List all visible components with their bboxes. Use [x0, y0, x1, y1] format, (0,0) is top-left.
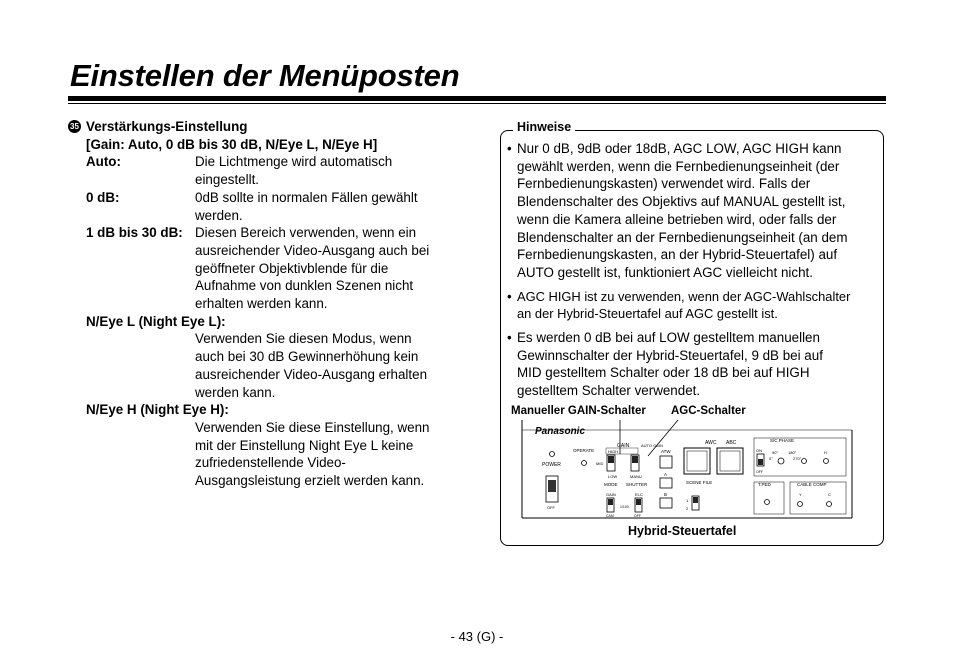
- note-item: [507, 140, 879, 282]
- svg-text:MANU: MANU: [630, 474, 642, 479]
- definition-auto: [68, 153, 468, 188]
- notes-list: [507, 140, 879, 406]
- section-heading: [68, 118, 468, 136]
- page-title: Einstellen der Menüposten: [70, 58, 460, 93]
- note-item: [507, 288, 879, 323]
- note-text: AGC HIGH ist zu verwenden, wenn der AGC-Wahlschalter an der Hybrid-Steuertafel auf AGC gestellt ist.: [517, 288, 851, 322]
- svg-text:2: 2: [686, 506, 689, 511]
- svg-text:OFF: OFF: [547, 505, 555, 510]
- definition-0db: [68, 189, 468, 224]
- definition-term: 0 dB:: [86, 189, 120, 205]
- night-eye-h-text: Verwenden Sie diese Einstellung, wenn mit der Einstellung Night Eye L keine zufriedenstellende Video- Ausgangsleistung erzielt werden kann.: [195, 419, 430, 489]
- svg-text:LOW: LOW: [608, 474, 618, 479]
- svg-text:MODE: MODE: [604, 482, 618, 487]
- a-button: [660, 478, 672, 488]
- svg-text:OFF: OFF: [756, 470, 763, 474]
- svg-text:AWC: AWC: [705, 440, 717, 446]
- svg-text:AUTO GAIN: AUTO GAIN: [641, 443, 663, 448]
- svg-text:GAIN: GAIN: [606, 492, 616, 497]
- t-ped-knob-icon: [765, 500, 770, 505]
- notes-label: Hinweise: [513, 120, 575, 134]
- svg-text:1: 1: [686, 498, 689, 503]
- awc-button: [684, 448, 710, 474]
- page-number: - 43 (G) -: [450, 629, 504, 644]
- panasonic-logo: Panasonic: [535, 426, 586, 437]
- svg-text:T.PED: T.PED: [758, 482, 771, 487]
- svg-text:ATW: ATW: [661, 449, 671, 454]
- svg-text:C: C: [828, 492, 831, 497]
- svg-text:0°: 0°: [769, 456, 773, 461]
- definition-term: 1 dB bis 30 dB:: [86, 225, 183, 241]
- hybrid-control-panel-illustration: [500, 418, 880, 528]
- power-indicator-icon: [550, 452, 555, 457]
- definition-1-30db: [68, 224, 468, 313]
- svg-text:180°: 180°: [788, 450, 797, 455]
- h-phase-knob-icon: [824, 459, 829, 464]
- section-title: Verstärkungs-Einstellung: [86, 119, 248, 134]
- note-text: Es werden 0 dB bei auf LOW gestelltem manuellen Gewinnschalter der Hybrid-Steuertafel, 9 dB bei auf MID gestelltem Schalter oder 18 dB bei auf HIGH gestelltem Schalter verwendet.: [517, 330, 823, 399]
- night-eye-l-term: N/Eye L (Night Eye L):: [86, 313, 226, 329]
- definition-text: 0dB sollte in normalen Fällen gewählt werden.: [195, 189, 418, 223]
- definition-text: Die Lichtmenge wird automatisch eingestellt.: [195, 154, 393, 188]
- svg-text:90°: 90°: [772, 450, 779, 455]
- bullet: •: [507, 141, 512, 156]
- svg-text:ABC: ABC: [726, 440, 737, 446]
- bullet: •: [507, 330, 512, 346]
- svg-text:SHUTTER: SHUTTER: [626, 482, 648, 487]
- section-subheading: [Gain: Auto, 0 dB bis 30 dB, N/Eye L, N/Eye H]: [86, 136, 378, 152]
- night-eye-h-term: N/Eye H (Night Eye H):: [86, 402, 229, 418]
- svg-text:S/C PHASE: S/C PHASE: [770, 438, 795, 443]
- note-text: Nur 0 dB, 9dB oder 18dB, AGC LOW, AGC HIGH kann gewählt werden, wenn die Fernbedienungseinheit (der Fernbedienungskasten) verwendet wird. Falls der Blendenschalter des Objektivs auf MANUAL gestellt ist, wenn die Kamera alleine betrieben wird, oder falls der Blendenschalter an der Fernbedienungseinheit (an dem Fernbedienungskasten, an der Hybrid-Steuertafel) auf AUTO gestellt ist, funktioniert AGC vielleicht nicht.: [517, 141, 848, 280]
- title-rule-thin: [68, 103, 886, 104]
- svg-text:OFF: OFF: [634, 514, 641, 518]
- gain-setting-section: [68, 118, 468, 490]
- gain-switch-caption: Manueller GAIN-Schalter: [511, 405, 646, 417]
- item-number-badge: 35: [68, 120, 81, 133]
- svg-text:270°: 270°: [793, 456, 802, 461]
- svg-text:CAM: CAM: [606, 514, 614, 518]
- definition-term: Auto:: [86, 154, 121, 170]
- svg-text:ON: ON: [756, 448, 762, 453]
- svg-text:CABLE COMP: CABLE COMP: [797, 482, 827, 487]
- svg-text:Y: Y: [799, 492, 802, 497]
- svg-text:MID: MID: [596, 461, 604, 466]
- svg-text:GAIN: GAIN: [617, 443, 630, 449]
- definition-text: Diesen Bereich verwenden, wenn ein ausreichender Video-Ausgang auch bei geöffneter Objektivblende für die Aufnahme von dunklen Szenen nicht erhalten werden kann.: [195, 225, 430, 312]
- operate-indicator-icon: [582, 461, 587, 466]
- cable-c-knob-icon: [827, 502, 832, 507]
- panel-caption: Hybrid-Steuertafel: [628, 524, 737, 538]
- svg-text:SCENE FILE: SCENE FILE: [686, 480, 713, 485]
- atw-button: [660, 456, 672, 468]
- abc-button: [717, 448, 743, 474]
- title-rule: [68, 96, 886, 101]
- note-item: [507, 329, 879, 400]
- svg-text:H: H: [824, 450, 827, 455]
- svg-text:1/100: 1/100: [620, 505, 629, 509]
- agc-switch-caption: AGC-Schalter: [671, 405, 746, 417]
- sc-coarse-knob-icon: [778, 458, 784, 464]
- power-switch-knob: [548, 480, 556, 492]
- bullet: •: [507, 288, 512, 304]
- night-eye-l-text: Verwenden Sie diesen Modus, wenn auch bei 30 dB Gewinnerhöhung kein ausreichender Video-Ausgang erhalten werden kann.: [195, 331, 428, 400]
- cable-y-knob-icon: [798, 502, 803, 507]
- svg-text:A: A: [664, 472, 668, 477]
- svg-text:B: B: [664, 492, 668, 497]
- svg-text:POWER: POWER: [542, 462, 561, 468]
- svg-text:ELC: ELC: [635, 492, 643, 497]
- svg-text:OPERATE: OPERATE: [573, 448, 595, 453]
- sc-fine-knob-icon: [802, 459, 807, 464]
- b-button: [660, 498, 672, 508]
- svg-text:HIGH: HIGH: [608, 449, 618, 454]
